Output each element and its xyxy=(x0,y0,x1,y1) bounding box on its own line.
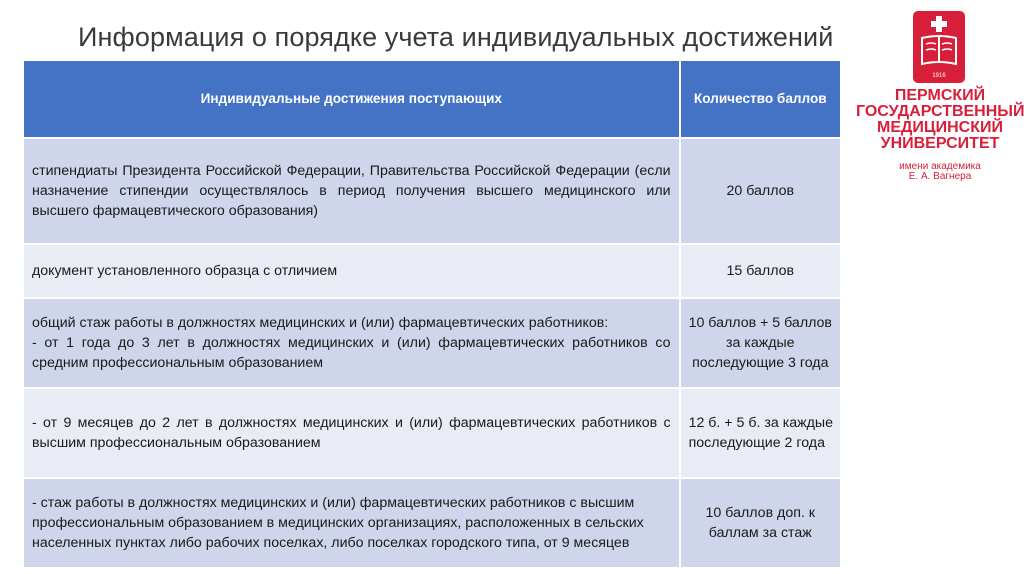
logo-subtitle xyxy=(856,162,1024,182)
table-row xyxy=(23,388,841,478)
points-cell: 20 баллов xyxy=(680,138,841,244)
achievement-cell: стипендиаты Президента Российской Федерации, Правительства Российской Федерации (если назначение стипендии осуществлялось в период получения высшего медицинского или высшего фармацевтического образования) xyxy=(23,138,680,244)
logo-sub-line: имени академика xyxy=(899,161,981,172)
logo-name xyxy=(856,88,1024,152)
table-header-row xyxy=(23,60,841,138)
table-row xyxy=(23,244,841,298)
points-cell: 15 баллов xyxy=(680,244,841,298)
achievement-cell: документ установленного образца с отличием xyxy=(23,244,680,298)
logo-line: ГОСУДАРСТВЕННЫЙ xyxy=(856,103,1024,120)
achievement-cell: - стаж работы в должностях медицинских и (или) фармацевтических работников с высшим профессиональным образованием в медицинских организациях, расположенных в сельских населенных пунктах либо рабочих поселках, либо поселках городского типа, от 9 месяцев xyxy=(23,478,680,568)
header-achievements: Индивидуальные достижения поступающих xyxy=(23,60,680,138)
table-row xyxy=(23,138,841,244)
logo-line: УНИВЕРСИТЕТ xyxy=(880,135,1000,152)
page-title: Информация о порядке учета индивидуальных достижений xyxy=(78,22,834,52)
university-logo xyxy=(856,8,1024,188)
points-cell: 10 баллов доп. к баллам за стаж xyxy=(680,478,841,568)
table-row xyxy=(23,478,841,568)
points-cell: 12 б. + 5 б. за каждые последующие 2 года xyxy=(680,388,841,478)
achievement-cell: общий стаж работы в должностях медицинских и (или) фармацевтических работников: - от 1 года до 3 лет в должностях медицинских и (или) фармацевтических работников со средним профессиональным образованием xyxy=(23,298,680,388)
logo-sub-line: Е. А. Вагнера xyxy=(908,171,972,182)
logo-line: ПЕРМСКИЙ xyxy=(894,87,986,104)
logo-line: МЕДИЦИНСКИЙ xyxy=(877,119,1003,136)
points-cell: 10 баллов + 5 баллов за каждые последующие 3 года xyxy=(680,298,841,388)
achievement-cell: - от 9 месяцев до 2 лет в должностях медицинских и (или) фармацевтических работников с высшим профессиональным образованием xyxy=(23,388,680,478)
university-emblem-icon xyxy=(912,10,966,84)
table-row xyxy=(23,298,841,388)
achievements-table xyxy=(22,59,842,569)
badge-year: 1916 xyxy=(932,73,946,79)
header-points: Количество баллов xyxy=(680,60,841,138)
